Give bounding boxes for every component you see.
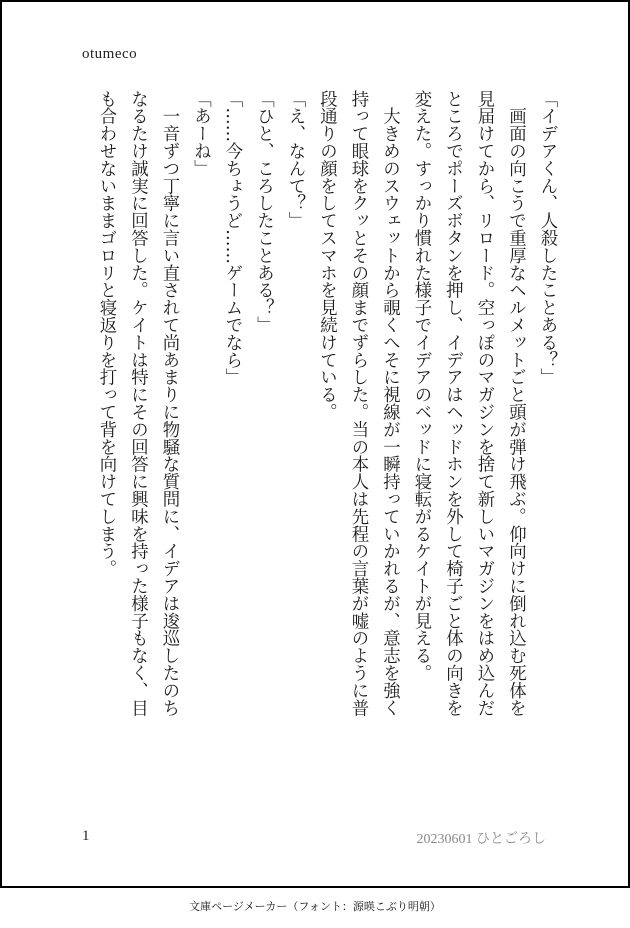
text-line: 「ひと、ころしたことある？」 [253,90,274,334]
page-number: 1 [82,828,90,844]
text-line: ところでポーズボタンを押し、イデアはヘッドホンを外して椅子ごと体の向きを [442,90,463,717]
text-line: 段通りの顔をしてスマホを見続けている。 [316,90,337,421]
text-line: 一音ずつ丁寧に言い直されて尚あまりに物騒な質問に、イデアは逡巡したのち [159,90,179,717]
text-line: 大きめのスウェットから覗くへそに視線が一瞬持っていかれるが、意志を強く [379,90,400,717]
footer-date-title: 20230601 ひとごろし [416,832,546,847]
text-line: 「イデアくん、人殺したことある？」 [537,90,557,386]
text-line: 変えた。すっかり慣れた様子でイデアのベッドに寝転がるケイトが見える。 [411,90,431,682]
text-line: 持って眼球をクッとその顔までずらした。当の本人は先程の言葉が嘘のように普 [348,90,368,717]
vertical-body-text [62,90,562,798]
text-line: 見届けてから、リロード。空っぽのマガジンを捨て新しいマガジンをはめ込んだ [474,90,494,717]
text-line: 「……今ちょうど……ゲームでなら」 [222,90,242,386]
text-line: 「あーね」 [190,90,211,177]
text-line: なるたけ誠実に回答した。ケイトは特にその回答に興味を持った様子もなく、目 [127,90,148,717]
author-name: otumeco [82,46,138,62]
text-line: も合わせないままゴロリと寝返りを打って背を向けてしまう。 [96,90,116,578]
text-line: 「え、なんて？」 [285,90,305,230]
text-line: 画面の向こうで重厚なヘルメットごと頭が弾け飛ぶ。仰向けに倒れ込む死体を [505,90,526,717]
generator-credit: 文庫ページメーカー（フォント：源暎こぶり明朝） [189,900,441,913]
